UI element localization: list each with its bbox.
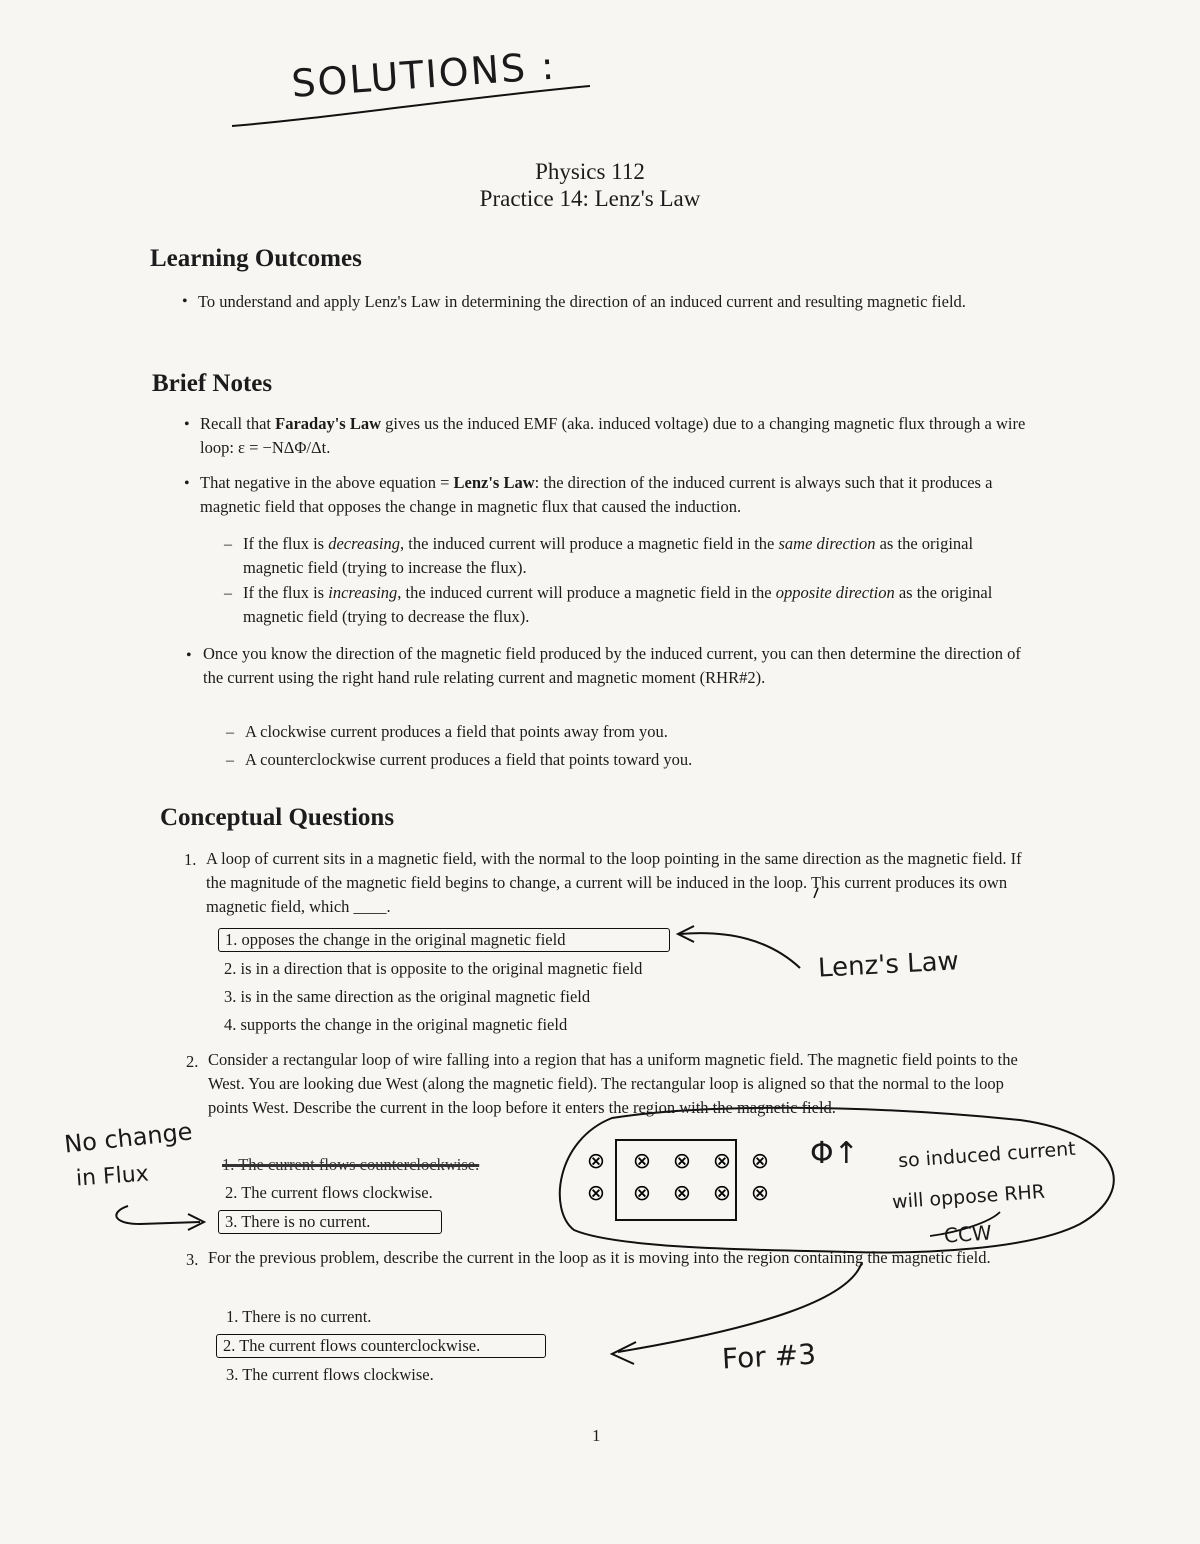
- dash-icon: –: [226, 752, 234, 769]
- q2-option-3-selected[interactable]: 3. There is no current.: [218, 1210, 442, 1234]
- q1-option-2[interactable]: 2. is in a direction that is opposite to the original magnetic field: [224, 959, 643, 978]
- arrow-for-3: [618, 1262, 862, 1352]
- note-rhr: Once you know the direction of the magnetic field produced by the induced current, you can then determine the direction of the current using the right hand rule relating current and magnetic moment (RHR#2).: [203, 644, 1021, 687]
- q3-option-1[interactable]: 1. There is no current.: [226, 1307, 372, 1326]
- q3-option-3[interactable]: 3. The current flows clockwise.: [226, 1365, 434, 1384]
- sub1-pre: If the flux is: [243, 534, 329, 553]
- note1-bold: Faraday's Law: [275, 414, 382, 433]
- learning-outcomes-heading: Learning Outcomes: [150, 245, 362, 272]
- handwritten-no-change: No change: [62, 1117, 194, 1159]
- q2-option-2[interactable]: 2. The current flows clockwise.: [225, 1183, 433, 1202]
- sub1-em1: decreasing: [328, 534, 401, 553]
- sub2-pre: If the flux is: [243, 583, 329, 602]
- q3-option-2-selected[interactable]: 2. The current flows counterclockwise.: [216, 1334, 546, 1358]
- handwritten-lenz-law: Lenz's Law: [817, 946, 960, 984]
- note-decreasing: [243, 532, 1033, 580]
- field-into-page-icon: ⊗: [586, 1181, 606, 1206]
- q1-text: A loop of current sits in a magnetic field, with the normal to the loop pointing in the same direction as the magnetic field. If the magnitude of the magnetic field begins to change, a current will be induced in the loop. This current produces its own magnetic field, which ____.: [206, 849, 1022, 916]
- bullet-icon: •: [182, 293, 188, 310]
- note2-post: : the direction of the induced current is always such that it produces a magnetic field that opposes the change in magnetic flux that caused the induction.: [200, 473, 993, 516]
- arrow-to-q1-answer: [680, 933, 800, 968]
- page-number: 1: [592, 1426, 601, 1445]
- q1-option-1-selected[interactable]: 1. opposes the change in the original magnetic field: [218, 928, 670, 952]
- q1-number: 1.: [184, 850, 197, 869]
- field-into-page-icon: ⊗: [672, 1149, 692, 1174]
- handwritten-flux-increase: Φ↑: [810, 1136, 859, 1171]
- dash-icon: –: [224, 585, 232, 602]
- note-increasing: [243, 581, 1033, 629]
- field-into-page-icon: ⊗: [632, 1181, 652, 1206]
- note-lenz: [200, 471, 1030, 519]
- note2-pre: That negative in the above equation =: [200, 473, 454, 492]
- sub2-mid: , the induced current will produce a magnetic field in the: [397, 583, 776, 602]
- q2-text: Consider a rectangular loop of wire falling into a region that has a uniform magnetic field. The magnetic field points to the West. You are looking due West (along the magnetic field). The rectangular loop is aligned so that the normal to the loop points West. Describe the current in the loop before it enters the region with the magnetic field.: [208, 1050, 1018, 1117]
- sub2-post: as the original magnetic field (trying to decrease the flux).: [243, 583, 993, 626]
- sub2-em1: increasing: [328, 583, 398, 602]
- field-into-page-icon: ⊗: [712, 1149, 732, 1174]
- dash-icon: –: [224, 536, 232, 553]
- field-into-page-symbols: [587, 1149, 769, 1206]
- handwritten-ccw: CCW: [943, 1220, 993, 1248]
- q3-number: 3.: [186, 1250, 199, 1269]
- sub1-mid: , the induced current will produce a magnetic field in the: [400, 534, 779, 553]
- q2-number: 2.: [186, 1052, 199, 1071]
- field-into-page-icon: ⊗: [750, 1149, 770, 1174]
- q2-option-1-crossed-out[interactable]: 1. The current flows counterclockwise.: [222, 1155, 480, 1174]
- field-into-page-icon: ⊗: [672, 1181, 692, 1206]
- handwritten-induced-current: so induced current: [897, 1137, 1077, 1173]
- conceptual-heading: Conceptual Questions: [160, 804, 395, 831]
- handwritten-solutions: SOLUTIONS :: [290, 43, 558, 106]
- field-into-page-icon: ⊗: [632, 1149, 652, 1174]
- bullet-icon: •: [186, 647, 192, 664]
- bullet-icon: •: [184, 475, 190, 492]
- field-into-page-icon: ⊗: [750, 1181, 770, 1206]
- q1-option-4[interactable]: 4. supports the change in the original magnetic field: [224, 1015, 568, 1034]
- note1-post: gives us the induced EMF (aka. induced voltage) due to a changing magnetic flux through a wire loop: ε = −NΔΦ/Δt.: [200, 414, 1026, 457]
- handwritten-oppose-rhr: will oppose RHR: [891, 1180, 1046, 1214]
- sub1-em2: same direction: [778, 534, 876, 553]
- note1-pre: Recall that: [200, 414, 276, 433]
- q1-option-3[interactable]: 3. is in the same direction as the original magnetic field: [224, 987, 591, 1006]
- field-into-page-icon: ⊗: [712, 1181, 732, 1206]
- magnetic-field-diagram: [560, 1130, 800, 1240]
- brief-notes-heading: Brief Notes: [152, 370, 273, 397]
- note-clockwise: A clockwise current produces a field that points away from you.: [245, 722, 668, 741]
- q3-text: For the previous problem, describe the current in the loop as it is moving into the region containing the magnetic field.: [208, 1248, 991, 1267]
- field-into-page-icon: ⊗: [586, 1149, 606, 1174]
- handwritten-for-3: For #3: [721, 1337, 817, 1376]
- note-counterclockwise: A counterclockwise current produces a field that points toward you.: [245, 750, 693, 769]
- handwritten-in-flux: in Flux: [75, 1161, 150, 1192]
- sub1-post: as the original magnetic field (trying to increase the flux).: [243, 534, 974, 577]
- course-title: Physics 112: [535, 159, 645, 184]
- sub2-em2: opposite direction: [775, 583, 895, 602]
- practice-title: Practice 14: Lenz's Law: [479, 186, 701, 211]
- arrow-head-for-3: [612, 1342, 636, 1364]
- arrow-no-change: [116, 1206, 200, 1224]
- solutions-underline: [232, 86, 590, 126]
- note2-bold: Lenz's Law: [453, 473, 535, 492]
- learning-outcome-item: To understand and apply Lenz's Law in determining the direction of an induced current and resulting magnetic field.: [198, 292, 966, 311]
- note-faraday: [200, 412, 1030, 460]
- dash-icon: –: [226, 724, 234, 741]
- bullet-icon: •: [184, 416, 190, 433]
